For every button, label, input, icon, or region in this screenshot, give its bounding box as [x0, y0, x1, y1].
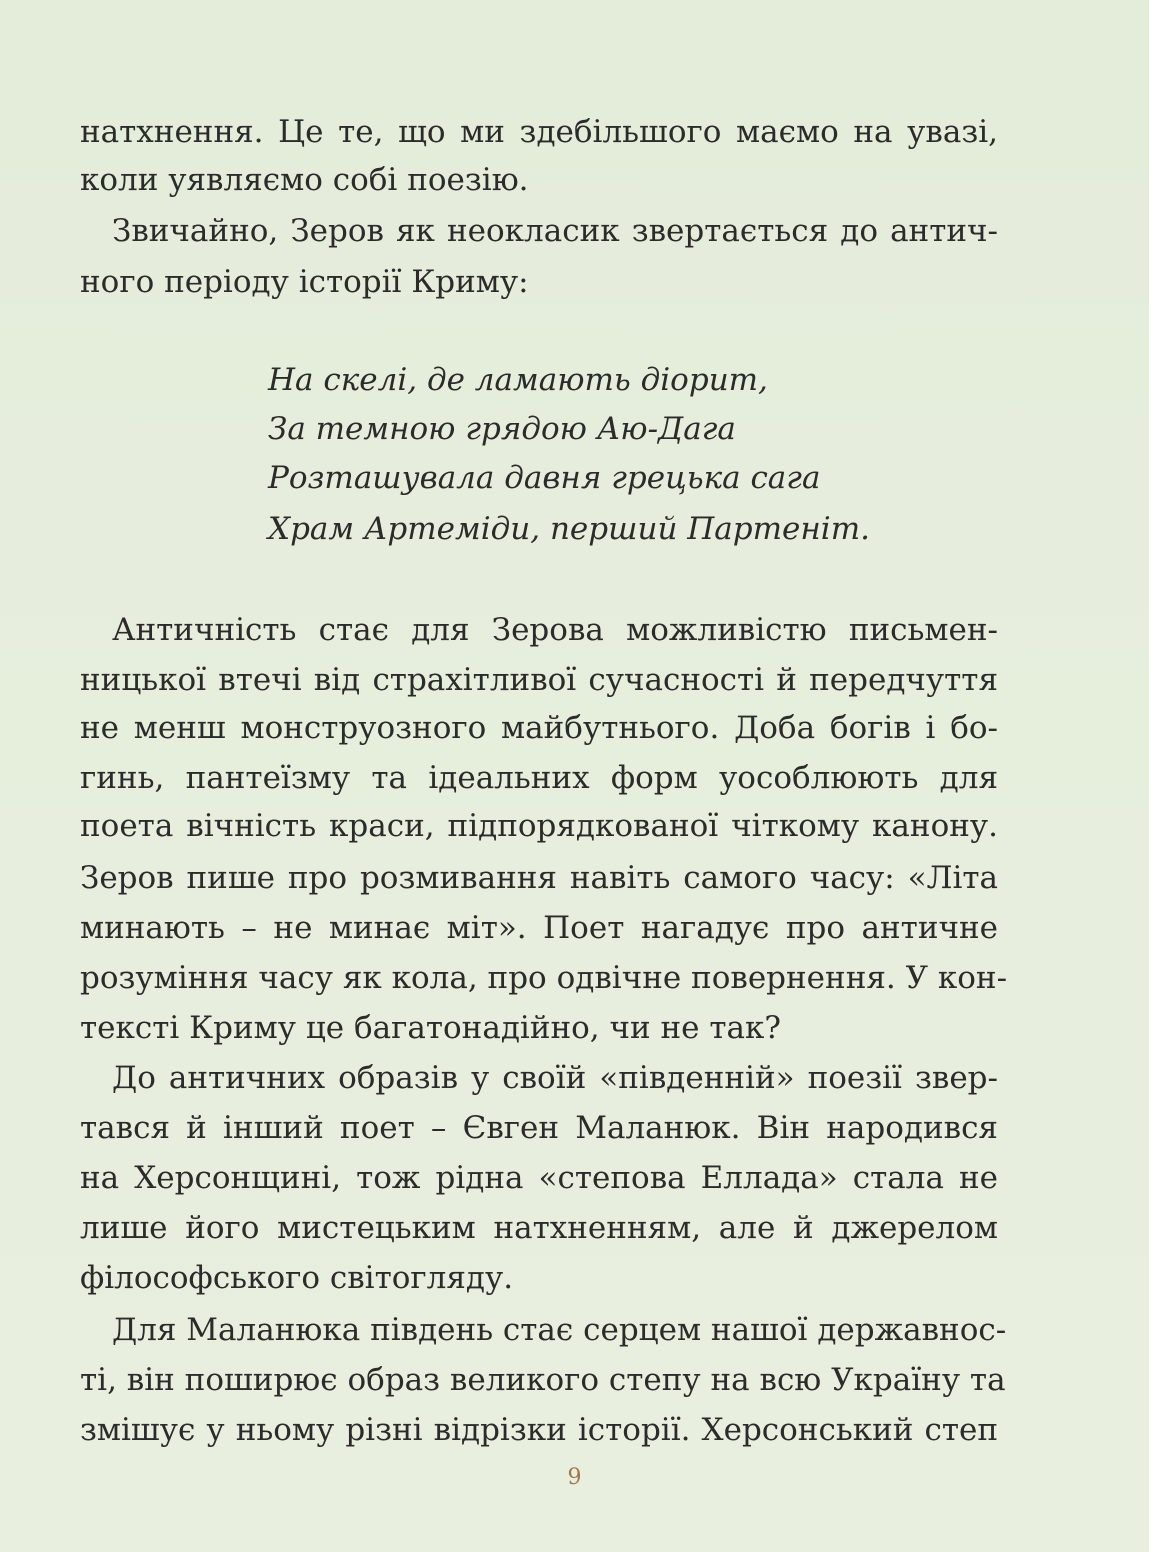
text-line: лише його мистецьким натхненням, але й джерелом [80, 1210, 998, 1246]
text-line: тексті Криму це багатонадійно, чи не так? [80, 1010, 782, 1046]
text-line: розуміння часу як кола, про одвічне повернення. У кон- [80, 960, 1008, 996]
poem-line: Храм Артеміди, перший Партеніт. [268, 511, 870, 547]
text-line: натхнення. Це те, що ми здебільшого маємо на увазі, [80, 114, 998, 150]
text-line: ницької втечі від страхітливої сучасності й передчуття [80, 662, 998, 698]
poem-line: За темною грядою Аю-Дага [268, 411, 736, 447]
text-line: До античних образів у своїй «південній» поезії звер- [112, 1060, 998, 1096]
page-number: 9 [567, 1465, 582, 1490]
text-line: коли уявляємо собі поезію. [80, 162, 529, 198]
text-line: на Херсонщині, тож рідна «степова Еллада» стала не [80, 1160, 998, 1196]
text-line: Зеров пише про розмивання навіть самого часу: «Літа [80, 860, 998, 896]
text-line: змішує у ньому різні відрізки історії. Херсонський степ [80, 1412, 998, 1448]
text-line: філософського світогляду. [80, 1260, 514, 1296]
poem-line: На скелі, де ламають діорит, [268, 362, 768, 398]
text-line: Звичайно, Зеров як неокласик звертається до антич- [112, 213, 998, 249]
text-line: поета вічність краси, підпорядкованої чіткому канону. [80, 808, 998, 844]
text-line: ті, він поширює образ великого степу на всю Україну та [80, 1362, 1006, 1398]
poem-line: Розташувала давня грецька сага [268, 460, 821, 496]
text-line: Античність стає для Зерова можливістю письмен- [112, 612, 998, 648]
text-line: Для Маланюка південь стає серцем нашої державнос- [112, 1312, 1007, 1348]
text-line: гинь, пантеїзму та ідеальних форм уособлюють для [80, 760, 998, 796]
text-line: ного періоду історії Криму: [80, 264, 529, 300]
text-line: минають – не минає міт». Поет нагадує про античне [80, 910, 998, 946]
text-line: тався й інший поет – Євген Маланюк. Він народився [80, 1110, 998, 1146]
text-line: не менш монструозного майбутнього. Доба богів і бо- [80, 710, 998, 746]
